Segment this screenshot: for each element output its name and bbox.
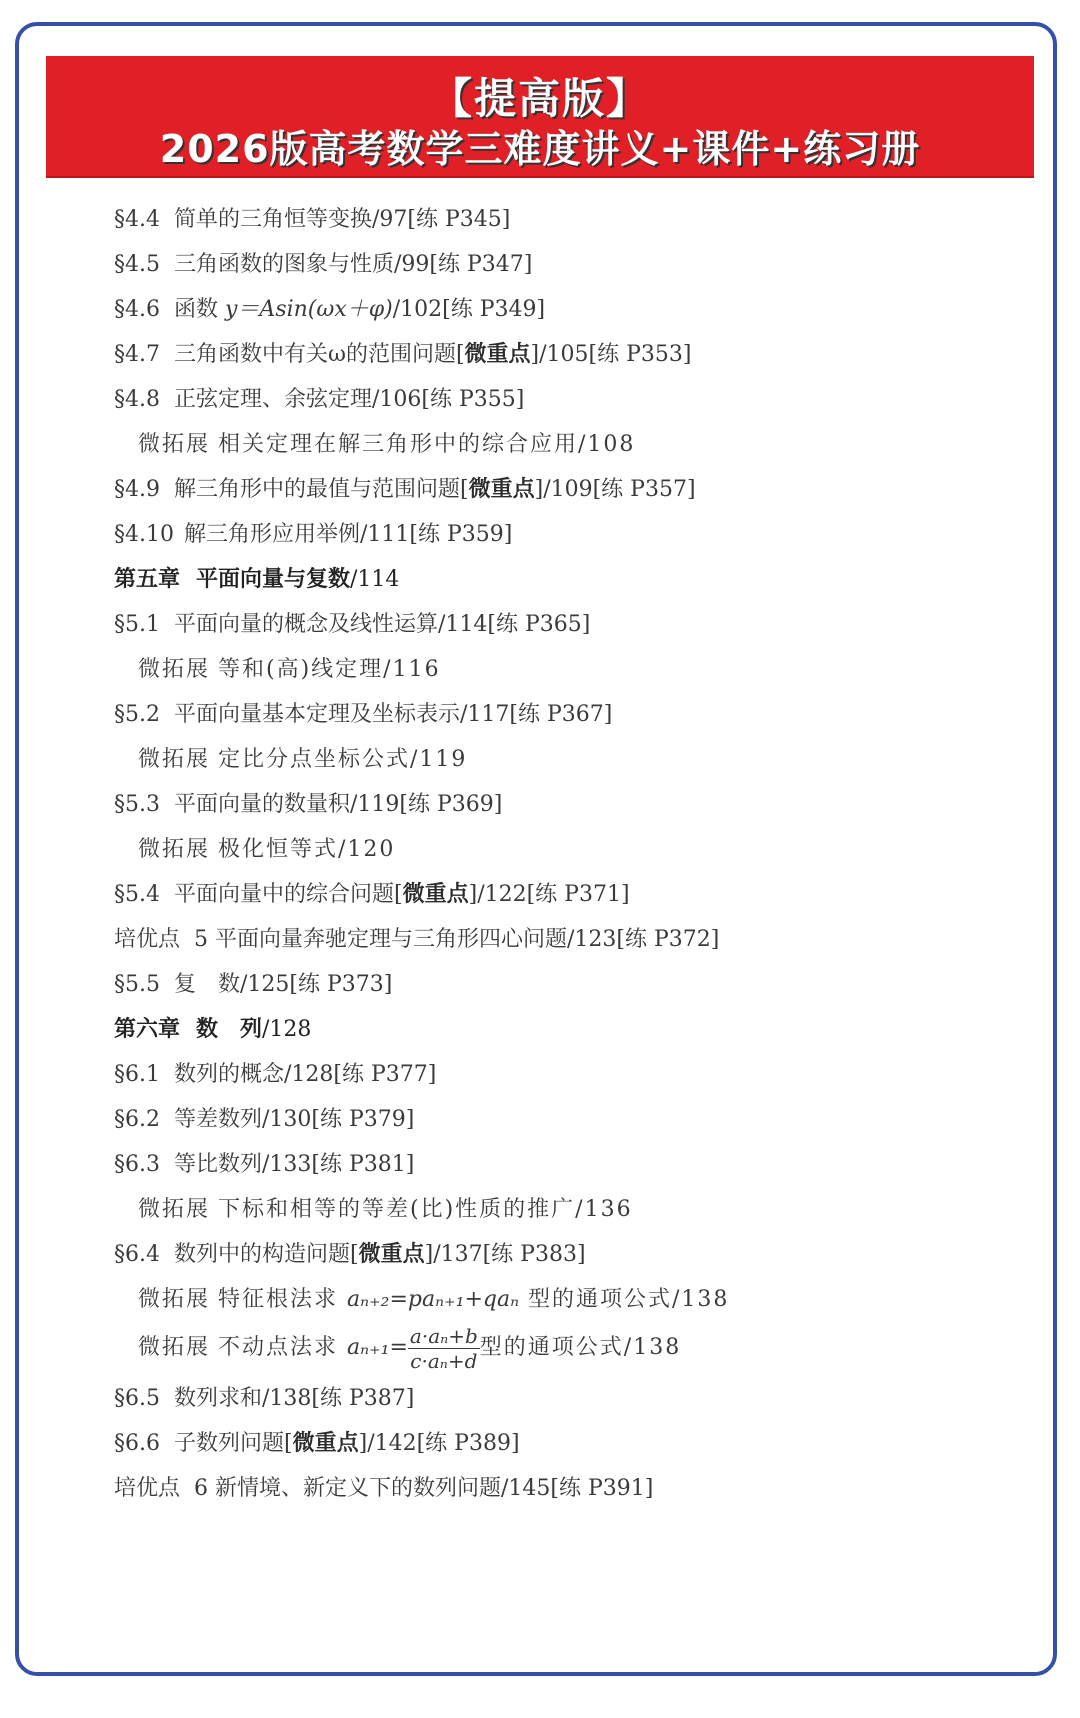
- toc-entry-4-8: §4.8 正弦定理、余弦定理/106[练 P355]: [114, 387, 525, 412]
- toc-entry-4-10: §4.10 解三角形应用举例/111[练 P359]: [114, 522, 513, 547]
- banner-title: 2026版高考数学三难度讲义+课件+练习册: [159, 127, 921, 171]
- toc-entry-advanced-6: 培优点 6 新情境、新定义下的数列问题/145[练 P391]: [114, 1476, 654, 1501]
- toc-entry-6-6: §6.6 子数列问题[微重点]/142[练 P389]: [114, 1431, 520, 1456]
- toc-entry-6-5: §6.5 数列求和/138[练 P387]: [114, 1386, 415, 1411]
- toc-entry-6-1: §6.1 数列的概念/128[练 P377]: [114, 1062, 437, 1087]
- toc-entry-5-1: §5.1 平面向量的概念及线性运算/114[练 P365]: [114, 612, 591, 637]
- toc-entry-4-7: §4.7 三角函数中有关ω的范围问题[微重点]/105[练 P353]: [114, 342, 692, 367]
- toc-entry-6-3: §6.3 等比数列/133[练 P381]: [114, 1152, 415, 1177]
- toc-micro-extension: 微拓展 定比分点坐标公式/119: [138, 747, 468, 772]
- toc-entry-5-3: §5.3 平面向量的数量积/119[练 P369]: [114, 792, 503, 817]
- toc-micro-extension: 微拓展 下标和相等的等差(比)性质的推广/136: [138, 1197, 633, 1222]
- fraction: $\frac{\text{a·aₙ+b}}{\text{c·aₙ+d}}$: [409, 1323, 478, 1373]
- toc-entry-4-4: §4.4 简单的三角恒等变换/97[练 P345]: [114, 207, 511, 232]
- toc-entry-advanced-5: 培优点 5 平面向量奔驰定理与三角形四心问题/123[练 P372]: [114, 927, 720, 952]
- toc-micro-extension: 微拓展 极化恒等式/120: [138, 837, 396, 862]
- toc-chapter-5: 第五章 平面向量与复数/114: [114, 567, 400, 592]
- toc-entry-5-5: §5.5 复 数/125[练 P373]: [114, 972, 393, 997]
- toc-entry-4-9: §4.9 解三角形中的最值与范围问题[微重点]/109[练 P357]: [114, 477, 696, 502]
- toc-entry-5-4: §5.4 平面向量中的综合问题[微重点]/122[练 P371]: [114, 882, 630, 907]
- title-banner: [46, 56, 1034, 176]
- banner-edition: 【提高版】: [429, 74, 650, 123]
- toc-micro-extension: 微拓展 等和(高)线定理/116: [138, 657, 441, 682]
- toc-micro-extension: 微拓展 相关定理在解三角形中的综合应用/108: [138, 432, 636, 457]
- toc-entry-6-2: §6.2 等差数列/130[练 P379]: [114, 1107, 415, 1132]
- toc-chapter-6: 第六章 数 列/128: [114, 1017, 312, 1042]
- toc-micro-extension: 微拓展 不动点法求 aₙ₊₁= $\frac{\text{a·aₙ+b}}{\text{c·aₙ+d}}$ 型的通项公式/138: [138, 1323, 682, 1373]
- toc-entry-4-5: §4.5 三角函数的图象与性质/99[练 P347]: [114, 252, 533, 277]
- toc-entry-6-4: §6.4 数列中的构造问题[微重点]/137[练 P383]: [114, 1242, 586, 1267]
- toc-entry-5-2: §5.2 平面向量基本定理及坐标表示/117[练 P367]: [114, 702, 613, 727]
- toc-micro-extension: 微拓展 特征根法求 aₙ₊₂=paₙ₊₁+qaₙ 型的通项公式/138: [138, 1287, 730, 1312]
- toc-entry-4-6: §4.6 函数 y＝Asin(ωx＋φ)/102[练 P349]: [114, 297, 546, 322]
